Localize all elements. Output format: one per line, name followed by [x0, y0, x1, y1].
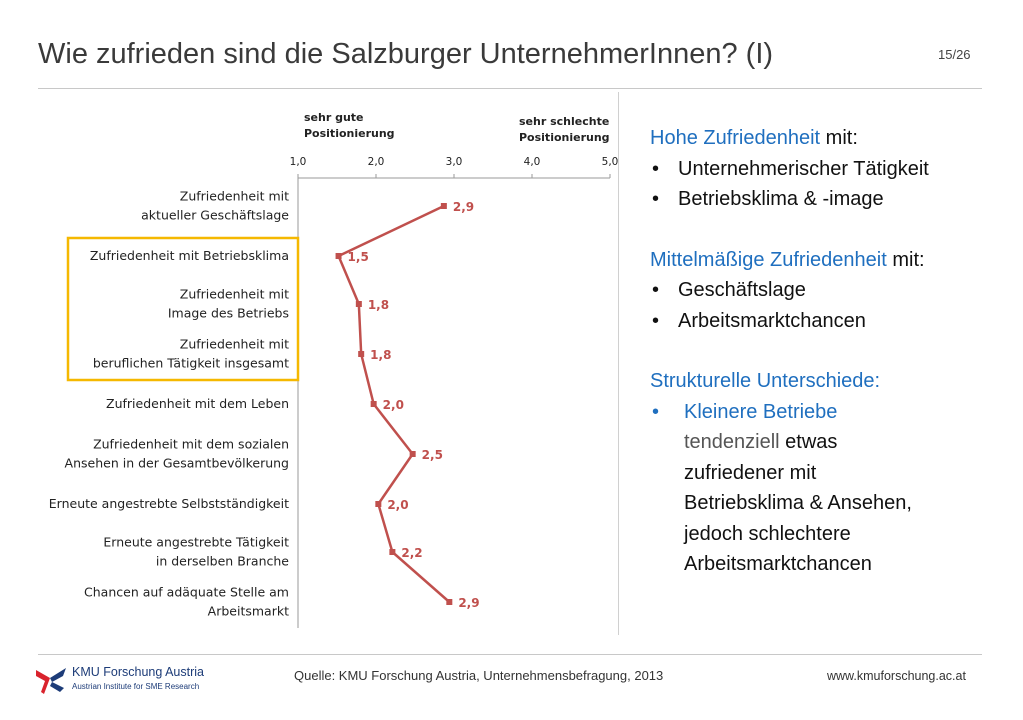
list-item: [650, 306, 1010, 337]
data-label: 1,5: [347, 250, 369, 264]
tick-label: 4,0: [523, 156, 541, 168]
website-link[interactable]: www.kmuforschung.ac.at: [827, 669, 966, 683]
struct-line: jedoch schlechtere: [684, 522, 851, 545]
data-point: [356, 301, 362, 307]
category-label: Ansehen in der Gesamtbevölkerung: [64, 455, 289, 471]
category-label: Erneute angestrebte Tätigkeit: [103, 534, 289, 550]
list-item: [650, 397, 1010, 428]
bottom-divider: [38, 654, 982, 655]
logo-name: KMU Forschung Austria: [72, 665, 204, 679]
tick-label: 1,0: [289, 156, 307, 168]
summary-panel: [650, 123, 1010, 580]
category-label: Chancen auf adäquate Stelle am: [84, 584, 289, 600]
struct-line: Arbeitsmarktchancen: [684, 553, 872, 575]
mid-heading-suffix: mit:: [886, 248, 925, 271]
high-item-1: Unternehmerischer Tätigkeit: [678, 157, 929, 180]
tick-label: 3,0: [445, 156, 463, 168]
data-point: [358, 351, 364, 357]
tick-label: 2,0: [367, 156, 385, 168]
data-label: 2,0: [387, 498, 409, 512]
struct-item-rest: etwas: [779, 431, 838, 453]
axis-header-left: sehr gute: [304, 111, 364, 124]
source-note: Quelle: KMU Forschung Austria, Unternehmensbefragung, 2013: [294, 668, 664, 683]
data-point: [410, 451, 416, 457]
category-labels: [49, 189, 290, 619]
high-item-2: Betriebsklima & -image: [678, 188, 884, 210]
list-item: [650, 184, 1010, 215]
category-label: Zufriedenheit mit: [179, 188, 289, 204]
data-labels: [348, 200, 480, 610]
struct-item-blue: Kleinere Betriebe: [684, 400, 838, 423]
data-label: 1,8: [367, 298, 390, 312]
kmu-logo: [34, 664, 214, 700]
bullet: •: [652, 279, 660, 301]
tick-label: 5,0: [601, 156, 619, 168]
list-item: [650, 154, 1010, 185]
mid-item-1: Geschäftslage: [678, 279, 806, 301]
mid-item-2: Arbeitsmarktchancen: [678, 309, 866, 332]
category-label: beruflichen Tätigkeit insgesamt: [92, 355, 289, 371]
category-label: Erneute angestrebte Selbstständigkeit: [48, 496, 289, 511]
mid-satisfaction-heading: Mittelmäßige Zufriedenheit: [650, 248, 887, 271]
data-label: 2,2: [401, 546, 423, 560]
category-label: Zufriedenheit mit: [179, 286, 289, 302]
data-point: [336, 253, 342, 259]
category-label: Zufriedenheit mit dem Leben: [106, 396, 289, 411]
data-point: [389, 549, 395, 555]
high-heading-line: [650, 123, 1010, 154]
data-label: 2,5: [421, 448, 443, 462]
axis-header-right: sehr schlechte: [519, 115, 610, 128]
x-axis-ticks: [290, 156, 619, 168]
high-satisfaction-heading: Hohe Zufriedenheit: [650, 127, 821, 149]
mid-heading-line: [650, 245, 1010, 276]
axes: [298, 174, 610, 628]
struct-line: Betriebsklima & Ansehen,: [684, 492, 912, 514]
category-label: Zufriedenheit mit Betriebsklima: [89, 248, 289, 263]
struct-item-grey: tendenziell: [684, 431, 780, 453]
data-label: 1,8: [370, 348, 392, 362]
axis-header-right: Positionierung: [519, 131, 610, 144]
data-point: [371, 401, 377, 407]
data-point: [446, 599, 452, 605]
category-label: aktueller Geschäftslage: [141, 207, 289, 223]
struct-line: [650, 427, 1010, 458]
data-label: 2,9: [458, 596, 480, 610]
axis-header-left: Positionierung: [304, 127, 395, 140]
data-point: [375, 501, 381, 507]
list-item: [650, 275, 1010, 306]
struct-line: zufriedener mit: [684, 461, 817, 484]
bullet: •: [652, 157, 660, 180]
bullet: •: [652, 400, 660, 423]
data-point: [441, 203, 447, 209]
category-label: in derselben Branche: [155, 553, 289, 569]
bullet: •: [652, 188, 660, 210]
logo-subtitle: Austrian Institute for SME Research: [72, 682, 200, 691]
page-title: Wie zufrieden sind die Salzburger UnternehmerInnen? (I): [38, 38, 774, 70]
category-label: Zufriedenheit mit dem sozialen: [93, 436, 289, 452]
high-heading-suffix: mit:: [820, 127, 858, 149]
page-number: 15/26: [938, 47, 971, 62]
logo-icon: [34, 664, 68, 696]
category-label: Zufriedenheit mit: [179, 336, 289, 352]
category-label: Arbeitsmarkt: [207, 603, 289, 619]
axis-headers: [304, 111, 610, 144]
data-label: 2,9: [452, 200, 475, 214]
data-label: 2,0: [382, 398, 404, 412]
bullet: •: [652, 309, 660, 332]
category-label: Image des Betriebs: [167, 305, 289, 321]
structural-heading: Strukturelle Unterschiede:: [650, 370, 881, 392]
